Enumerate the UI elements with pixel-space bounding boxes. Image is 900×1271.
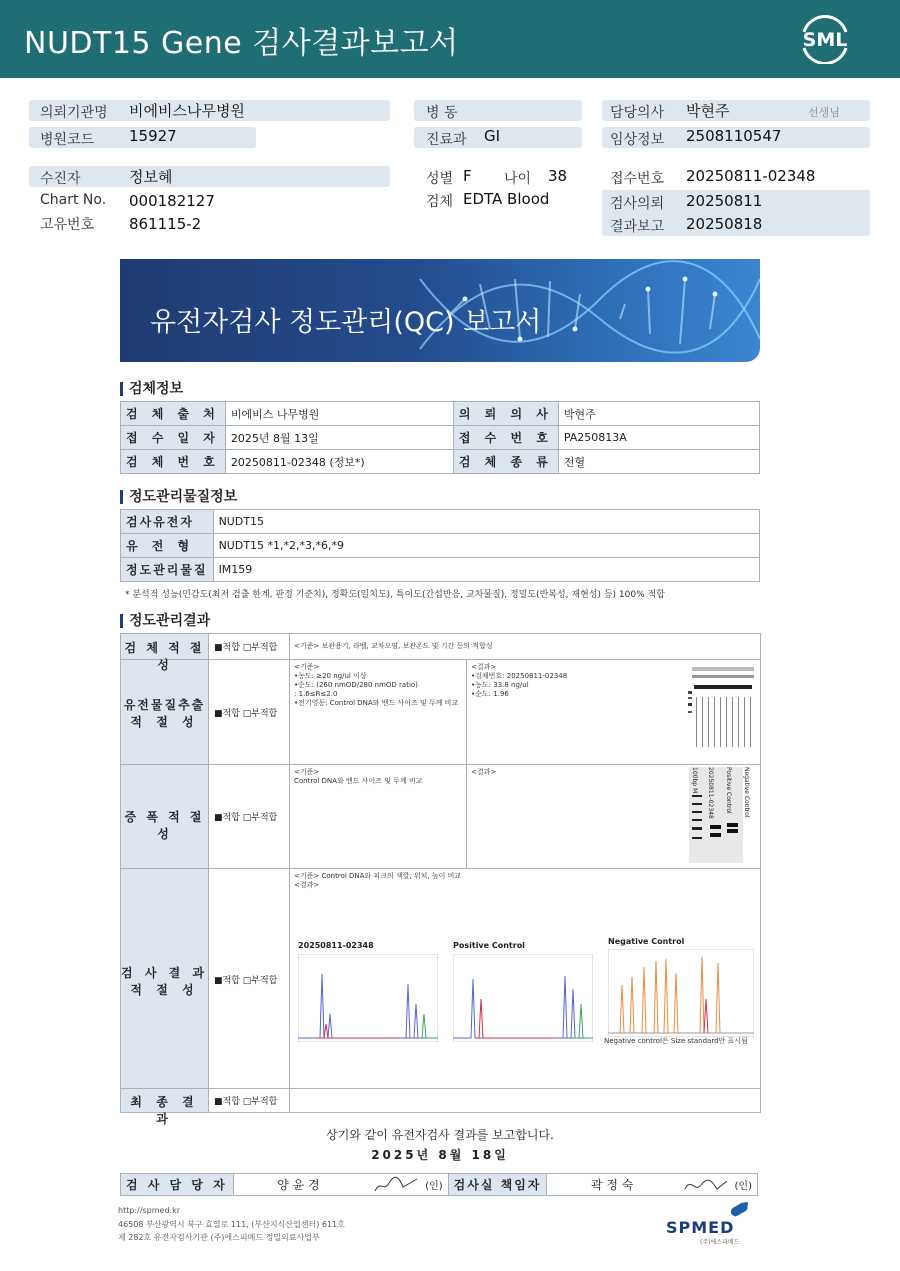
gel-lane-negative: Negative Control	[743, 767, 750, 818]
qc-row3-judgement	[214, 810, 277, 823]
qc-row4-label-a: 검 사 결 과	[121, 966, 208, 980]
qc-row4-judgement	[214, 973, 277, 986]
cell-value: IM159	[213, 558, 759, 582]
qc-row2-criteria-2: •순도: (260 nmOD/280 nmOD ratio)	[294, 681, 418, 689]
request-label: 검사의뢰	[610, 196, 665, 212]
qc-row2-label-b: 적 절 성	[130, 715, 199, 729]
request-value: 20250811	[686, 192, 763, 210]
qc-row1-label: 검 체 적 절 성	[124, 641, 205, 672]
gel-lane-marker: 100bp M	[691, 767, 698, 794]
patient-name-value: 정보혜	[129, 168, 173, 186]
spmed-logo-sub: (주)에스피메드	[700, 1239, 740, 1246]
report-title: NUDT15 Gene 검사결과보고서	[24, 26, 459, 61]
qc-row4-criteria: <기준> Control DNA와 피크의 색깔, 위치, 높이 비교	[294, 872, 462, 880]
qc-row2-criteria-1: •농도: ≥20 ng/ul 이상	[294, 672, 367, 680]
specimen-table	[120, 401, 760, 474]
specimen-label: 검체	[426, 194, 454, 210]
qc-row2-result-title: <결과>	[471, 663, 497, 671]
plot-title-negative: Negative Control	[608, 937, 685, 946]
uid-label: 고유번호	[40, 217, 95, 233]
cell-label: 유 전 형	[121, 534, 214, 558]
qc-row1-judgement	[214, 640, 277, 653]
gel-lane-positive: Positive Control	[725, 767, 732, 814]
qc-row2-criteria-title: <기준>	[294, 663, 320, 671]
fail-check: □부적합	[242, 1097, 278, 1107]
qc-row3-result-title: <결과>	[471, 768, 497, 776]
qc-material-row	[121, 510, 760, 534]
pass-check: ■적합	[214, 1097, 240, 1107]
signature-icon	[681, 1175, 731, 1195]
qc-result-table	[120, 633, 761, 1126]
report-statement: 상기와 같이 유전자검사 결과를 보고합니다.	[326, 1128, 554, 1142]
capsule-icon	[728, 1200, 752, 1220]
uid-value: 861115-2	[129, 215, 202, 233]
seal-mark: (인)	[734, 1181, 752, 1192]
qc-material-row	[121, 534, 760, 558]
cell-label: 검 체 번 호	[121, 450, 226, 474]
qc-row2-judgement	[214, 706, 277, 719]
clinical-label: 임상정보	[610, 132, 665, 148]
specimen-section-title: 검체정보	[120, 382, 183, 396]
receipt-label: 접수번호	[610, 171, 665, 187]
qc-row3-criteria: Control DNA와 밴드 사이즈 및 두께 비교	[294, 777, 423, 785]
receipt-value: 20250811-02348	[686, 167, 816, 185]
sex-label: 성별	[426, 171, 454, 187]
qc-row2-criteria-3: : 1.6≤R≤2.0	[294, 690, 338, 698]
qc-row4-label-b: 적 절 성	[130, 983, 199, 997]
performance-footnote: * 분석적 성능(민감도(최저 검출 한계, 판정 기준치), 정확도(일치도), 특이도(간섭반응, 교차물질), 정밀도(반복성, 재현성) 등) 100% 적합	[125, 590, 665, 600]
plot-title-positive: Positive Control	[453, 941, 525, 950]
report-date-label: 결과보고	[610, 219, 665, 235]
qc-material-section-title: 정도관리물질정보	[120, 490, 237, 504]
cell-value: 20250811-02348 (정보*)	[225, 450, 453, 474]
qc-material-row	[121, 558, 760, 582]
fail-check: □부적합	[242, 643, 278, 653]
qc-row1-criteria: <기준> 보관용기, 라벨, 교차오염, 보관온도 및 기간 등의 적합성	[294, 642, 493, 650]
cell-value: 비에비스 나무병원	[225, 402, 453, 426]
cell-label: 의 뢰 의 사	[453, 402, 558, 426]
patient-bar	[29, 166, 390, 187]
doctor-suffix: 선생님	[808, 106, 840, 119]
doctor-label: 담당의사	[610, 105, 665, 121]
specimen-value: EDTA Blood	[463, 190, 550, 208]
patient-name-label: 수진자	[40, 171, 81, 187]
head-label: 검사실 책임자	[448, 1174, 547, 1196]
banner-title: 유전자검사 정도관리(QC) 보고서	[150, 307, 542, 338]
electropherogram-positive	[453, 954, 593, 1042]
pass-check: ■적합	[214, 976, 240, 986]
signature-row	[121, 1174, 758, 1196]
person-name: 양 윤 경	[233, 1174, 363, 1196]
chart-label: Chart No.	[40, 192, 107, 208]
person-seal	[363, 1174, 448, 1196]
qc-result-section-title: 정도관리결과	[120, 614, 210, 628]
cell-label: 검사유전자	[121, 510, 214, 534]
cell-value: 박현주	[558, 402, 759, 426]
qc-material-table	[120, 509, 760, 582]
hospcode-value: 15927	[129, 127, 177, 145]
qc-row5-label: 최 종 결 과	[130, 1095, 199, 1126]
signature-table	[120, 1173, 758, 1196]
age-value: 38	[548, 167, 568, 185]
sml-logo-text: SML	[802, 29, 848, 51]
head-seal	[677, 1174, 758, 1196]
plot-title-sample: 20250811-02348	[298, 941, 374, 950]
report-date-value: 20250818	[686, 215, 763, 233]
head-name: 곽 정 숙	[547, 1174, 677, 1196]
negative-control-note: Negative control은 Size standard만 표시됨	[604, 1037, 748, 1045]
footer-url[interactable]: http://spmed.kr	[118, 1206, 181, 1215]
qc-row4-result-title: <결과>	[294, 881, 320, 889]
sex-value: F	[463, 167, 472, 185]
specimen-row	[121, 426, 760, 450]
cell-value: 2025년 8월 13일	[225, 426, 453, 450]
specimen-row	[121, 402, 760, 426]
cell-label: 정도관리물질	[121, 558, 214, 582]
ward-label: 병 동	[426, 105, 458, 121]
cell-label: 접 수 번 호	[453, 426, 558, 450]
qc-row3-label: 증 폭 적 절 성	[124, 810, 205, 841]
footer-address: 46508 부산광역시 북구 효열로 111, (부산지식산업센터) 611호	[118, 1220, 345, 1229]
fail-check: □부적합	[242, 709, 278, 719]
qc-row2-criteria-4: •전기영동: Control DNA와 밴드 사이즈 및 두께 비교	[294, 699, 459, 707]
pass-check: ■적합	[214, 643, 240, 653]
age-label: 나이	[504, 171, 532, 187]
qc-row2-result-1: •검체번호: 20250811-02348	[471, 672, 568, 680]
doctor-value: 박현주	[686, 102, 730, 120]
specimen-row	[121, 450, 760, 474]
amplification-gel-image	[687, 765, 759, 865]
cell-label: 접 수 일 자	[121, 426, 226, 450]
clinical-value: 2508110547	[686, 127, 782, 145]
signature-icon	[373, 1175, 423, 1195]
qc-row2-result-2: •농도: 33.8 ng/ul	[471, 681, 529, 689]
electropherogram-negative	[608, 949, 754, 1037]
chart-value: 000182127	[129, 192, 215, 210]
fail-check: □부적합	[242, 976, 278, 986]
cell-value: 전혈	[558, 450, 759, 474]
pass-check: ■적합	[214, 709, 240, 719]
cell-label: 검 체 출 처	[121, 402, 226, 426]
inst-label: 의뢰기관명	[40, 105, 108, 121]
footer-registration: 제 282호 유전자검사기관 (주)에스피메드 정밀의료사업부	[118, 1233, 320, 1242]
extraction-gel-image	[686, 661, 756, 761]
gel-lane-sample: 20250811-02348	[707, 767, 714, 819]
dept-value: GI	[484, 127, 501, 145]
cell-label: 검 체 종 류	[453, 450, 558, 474]
qc-row2-label-a: 유전물질추출	[123, 698, 206, 712]
report-date: 2025년 8월 18일	[371, 1148, 509, 1162]
qc-row5-judgement	[214, 1094, 277, 1107]
qc-row2-result-3: •순도: 1.96	[471, 690, 509, 698]
qc-row3-criteria-title: <기준>	[294, 768, 320, 776]
cell-value: PA250813A	[558, 426, 759, 450]
hospcode-label: 병원코드	[40, 132, 95, 148]
cell-value: NUDT15 *1,*2,*3,*6,*9	[213, 534, 759, 558]
fail-check: □부적합	[242, 813, 278, 823]
cell-value: NUDT15	[213, 510, 759, 534]
seal-mark: (인)	[425, 1181, 443, 1192]
dept-label: 진료과	[426, 132, 467, 148]
person-label: 검 사 담 당 자	[121, 1174, 234, 1196]
electropherogram-sample	[298, 954, 438, 1042]
sml-logo	[796, 14, 854, 64]
inst-value: 비에비스나무병원	[129, 102, 245, 120]
pass-check: ■적합	[214, 813, 240, 823]
spmed-logo: SPMED	[666, 1218, 735, 1237]
